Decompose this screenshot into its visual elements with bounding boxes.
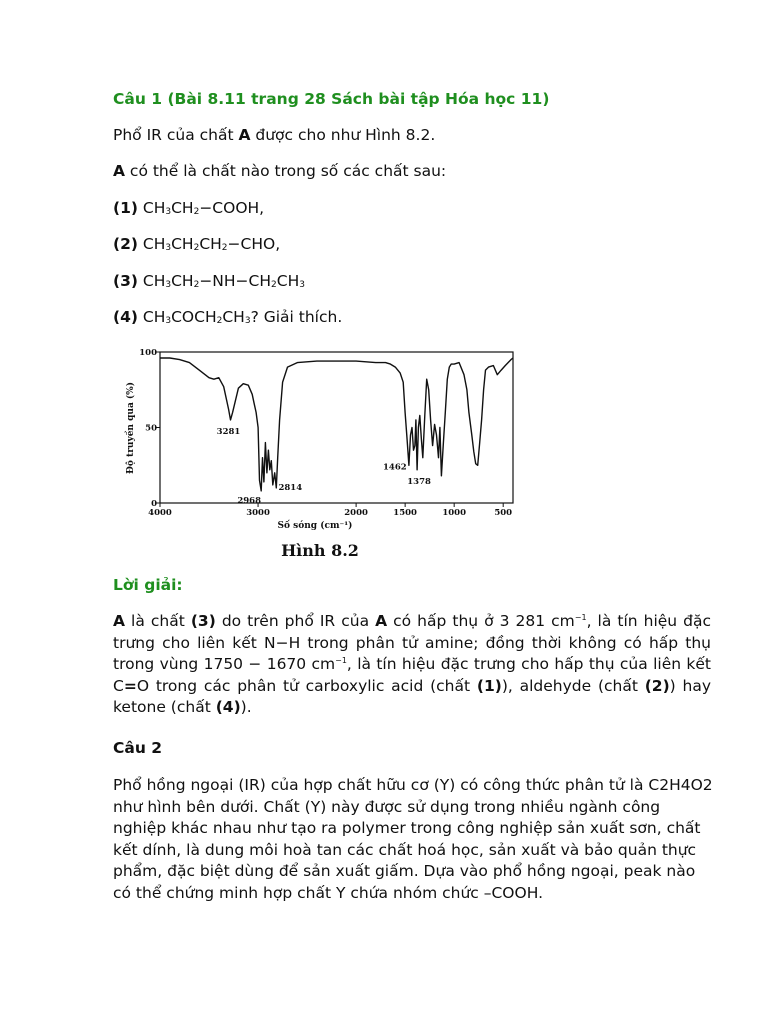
axis-ticks bbox=[139, 348, 512, 518]
x-tick-label: 2000 bbox=[344, 508, 368, 518]
x-tick-label: 3000 bbox=[246, 508, 270, 518]
sol-bold: (3) bbox=[190, 612, 216, 630]
figure-caption: Hình 8.2 bbox=[281, 541, 359, 560]
subscript: 2 bbox=[193, 243, 200, 253]
sol-text: ) hay ketone (chất bbox=[113, 676, 712, 717]
sol-text: có hấp thụ ở 3 281 cm bbox=[387, 612, 575, 630]
subscript: 3 bbox=[165, 207, 172, 217]
intro-text-end: được cho như Hình 8.2. bbox=[250, 126, 436, 144]
subscript: 2 bbox=[216, 316, 223, 326]
subscript: 2 bbox=[193, 207, 200, 217]
x-tick-label: 4000 bbox=[148, 508, 172, 518]
spectrum-line bbox=[160, 358, 513, 491]
subscript: 3 bbox=[165, 316, 172, 326]
peak-label: 1378 bbox=[407, 476, 431, 487]
question-1-ask bbox=[113, 160, 446, 182]
sol-text: là chất bbox=[125, 612, 191, 630]
y-tick-label: 0 bbox=[151, 499, 157, 509]
y-axis-label: Độ truyền qua (%) bbox=[126, 382, 136, 474]
formula-part: CH bbox=[171, 199, 194, 217]
option-4 bbox=[113, 306, 342, 328]
intro-substance: A bbox=[238, 126, 251, 144]
solution-body bbox=[113, 611, 711, 719]
ir-spectrum-figure bbox=[120, 340, 520, 560]
sol-bold: = bbox=[123, 676, 137, 695]
spectrum-trace bbox=[160, 358, 513, 491]
formula-part: CH bbox=[171, 235, 194, 253]
sol-text: , là tín hiệu đặc trưng cho hấp thụ của liên kết C bbox=[113, 655, 711, 695]
peak-label: 2968 bbox=[237, 495, 262, 506]
formula-part: CH bbox=[199, 235, 222, 253]
sol-bold: (1) bbox=[476, 676, 502, 695]
peak-label: 2814 bbox=[278, 482, 303, 493]
subscript: 3 bbox=[165, 280, 172, 290]
formula-part: ? Giải thích. bbox=[250, 308, 343, 326]
sol-bold: A bbox=[113, 612, 125, 630]
formula-part: CH bbox=[137, 272, 166, 290]
x-axis-label: Số sóng (cm⁻¹) bbox=[277, 521, 353, 531]
formula-part: CH bbox=[137, 199, 166, 217]
option-1 bbox=[113, 197, 264, 219]
formula-part: CH bbox=[171, 272, 194, 290]
formula-part: −CHO, bbox=[227, 235, 281, 253]
solution-heading: Lời giải: bbox=[113, 576, 183, 594]
y-tick-label: 100 bbox=[139, 348, 157, 358]
x-tick-label: 1500 bbox=[393, 508, 417, 518]
plot-border bbox=[160, 352, 513, 503]
question-2-title: Câu 2 bbox=[113, 739, 163, 757]
sol-text: ). bbox=[240, 698, 252, 717]
ask-substance: A bbox=[113, 162, 125, 180]
peak-label: 1462 bbox=[383, 462, 407, 473]
formula-part: CH bbox=[137, 235, 166, 253]
formula-part: COCH bbox=[171, 308, 217, 326]
intro-text: Phổ IR của chất bbox=[113, 126, 239, 144]
sol-text: O trong các phân tử carboxylic acid (chất bbox=[136, 676, 477, 695]
subscript: 3 bbox=[244, 316, 251, 326]
subscript: 2 bbox=[221, 243, 228, 253]
option-3 bbox=[113, 270, 305, 292]
formula-part: CH bbox=[137, 308, 166, 326]
y-tick-label: 50 bbox=[145, 423, 157, 434]
sol-bold: A bbox=[375, 612, 388, 630]
option-2 bbox=[113, 233, 280, 255]
option-number: (1) bbox=[113, 199, 138, 217]
sol-bold: (2) bbox=[644, 676, 670, 695]
formula-part: −NH−CH bbox=[199, 272, 272, 290]
plot-frame bbox=[160, 352, 513, 503]
option-number: (4) bbox=[113, 308, 138, 326]
option-number: (3) bbox=[113, 272, 138, 290]
x-tick-label: 1000 bbox=[442, 508, 467, 518]
subscript: 2 bbox=[271, 280, 277, 290]
question-2-body: Phổ hồng ngoại (IR) của hợp chất hữu cơ (Y) có công thức phân tử là C2H4O2 như hình bên dưới. Chất (Y) này được sử dụng trong nhiều ngành công nghiệp khác nhau như tạo ra polymer trong công nghiệp sản xuất sơn, chất kết dính, là dung môi hoà tan các chất hoá học, sản xuất và bảo quản thực phẩm, đặc biệt dùng để sản xuất giấm. Dựa vào phổ hồng ngoại, peak nào có thể chứng minh hợp chất Y chứa nhóm chức –COOH. bbox=[113, 776, 713, 902]
subscript: 3 bbox=[165, 243, 172, 253]
formula-part: −COOH, bbox=[199, 199, 265, 217]
formula-part: CH bbox=[276, 272, 300, 290]
sol-text: , là tín hiệu đặc trưng cho liên kết N−H trong phân tử amine; đồng thời không có hấp thụ trong vùng 1750 − 1670 cm bbox=[113, 612, 711, 674]
peak-label: 3281 bbox=[216, 426, 241, 437]
formula-part: CH bbox=[222, 308, 245, 326]
sol-bold: (4) bbox=[215, 698, 241, 717]
superscript: −1 bbox=[335, 656, 347, 666]
subscript: 3 bbox=[299, 280, 305, 290]
option-number: (2) bbox=[113, 235, 138, 253]
subscript: 2 bbox=[193, 280, 200, 290]
sol-text: do trên phổ IR của bbox=[215, 612, 376, 630]
superscript: −1 bbox=[574, 613, 587, 622]
sol-text: ), aldehyde (chất bbox=[501, 676, 645, 695]
peak-annotations bbox=[217, 427, 431, 506]
question-1-title: Câu 1 (Bài 8.11 trang 28 Sách bài tập Hóa học 11) bbox=[113, 90, 550, 108]
question-1-intro bbox=[113, 124, 435, 146]
ask-text: có thể là chất nào trong số các chất sau: bbox=[125, 162, 447, 180]
x-tick-label: 500 bbox=[494, 508, 513, 518]
